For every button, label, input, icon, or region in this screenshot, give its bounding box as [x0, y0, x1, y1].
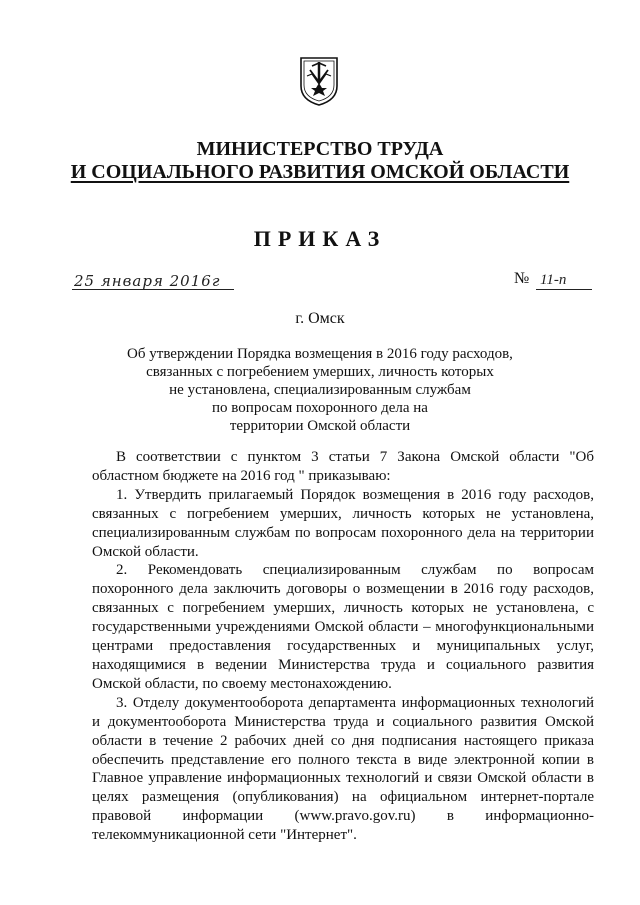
body-paragraph-item-2: 2. Рекомендовать специализированным службам по вопросам похоронного дела заключить договоры о возмещении в 2016 году расходов, связанных с погребением умерших, личность которых не установлена, с государственными учреждениями Омской области – многофункциональными центрами предоставления государственных и муниципальных услуг, находящимися в ведении Министерства труда и социального развития Омской области, по своему местонахождению. [92, 562, 594, 692]
subject-line: не установлена, специализированным службам [169, 382, 471, 398]
handwritten-number: 11-п [540, 272, 567, 288]
document-subject [0, 345, 640, 435]
city-name: г. Омск [295, 310, 345, 327]
omsk-coat-of-arms-icon [298, 56, 340, 106]
number-underline [536, 289, 592, 290]
subject-line: по вопросам похоронного дела на [212, 400, 428, 416]
subject-line: связанных с погребением умерших, личность которых [146, 364, 494, 380]
organization-name-line-1: МИНИСТЕРСТВО ТРУДА [196, 138, 444, 160]
organization-name-line-2-text: И СОЦИАЛЬНОГО РАЗВИТИЯ ОМСКОЙ ОБЛАСТИ [70, 161, 570, 183]
subject-line: территории Омской области [229, 418, 411, 434]
organization-name-line-2 [0, 160, 640, 184]
body-paragraph-item-1: 1. Утвердить прилагаемый Порядок возмещения в 2016 году расходов, связанных с погребением умерших, личность которых не установлена, специализированным службам по вопросам похоронного дела на территории Омской области. [92, 486, 594, 560]
handwritten-date: 25 января 2016г [74, 272, 221, 290]
number-label: № [514, 270, 530, 287]
document-type-title: ПРИКАЗ [253, 226, 387, 251]
body-paragraph-preamble: В соответствии с пунктом 3 статьи 7 Закона Омской области "Об областном бюджете на 2016 год " приказываю: [92, 449, 594, 484]
subject-line: Об утверждении Порядка возмещения в 2016 году расходов, [127, 346, 513, 362]
date-underline [72, 289, 234, 290]
document-body [92, 448, 594, 845]
body-paragraph-item-3: 3. Отделу документооборота департамента информационных технологий и документооборота Министерства труда и социального развития Омской области в течение 2 рабочих дней со дня подписания настоящего приказа обеспечить представление его полного текста в виде электронной копии в Главное управление информационных технологий и связи Омской области в целях размещения (опубликования) на официальном интернет-портале правовой информации (www.pravo.gov.ru) в информационно-телекоммуникационной сети "Интернет". [92, 694, 594, 844]
